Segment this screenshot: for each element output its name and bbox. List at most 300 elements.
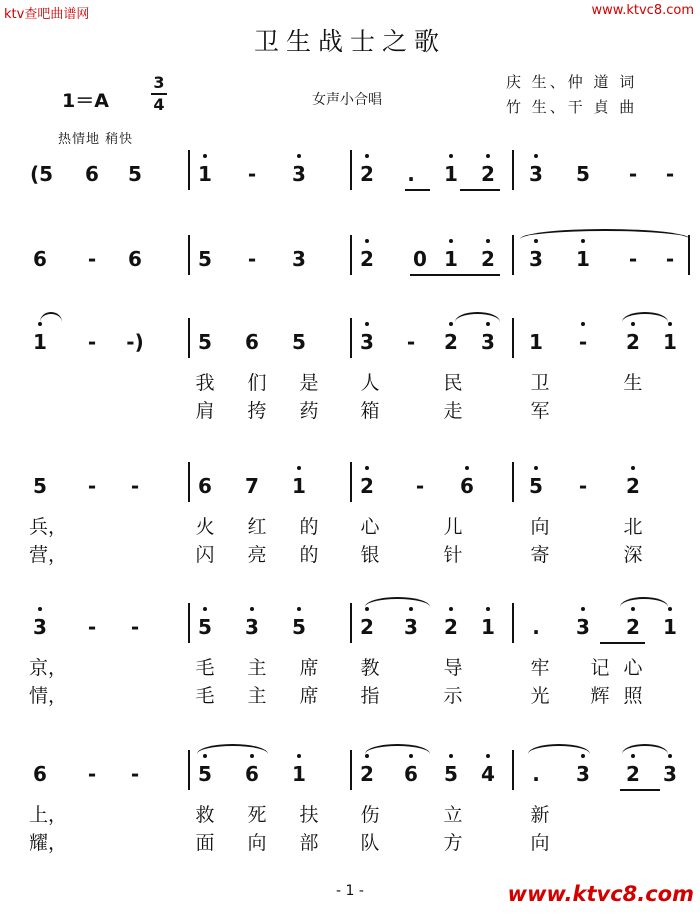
bar-line <box>350 150 352 190</box>
octave-dot <box>631 754 635 758</box>
bar-line <box>350 462 352 502</box>
octave-dot <box>534 466 538 470</box>
lyric-verse-2: 军 <box>530 400 550 422</box>
lyric-verse-1: 民 <box>443 372 463 394</box>
note <box>82 615 102 639</box>
composer-credit: 竹 生、干 貞 曲 <box>506 98 638 116</box>
octave-dot <box>486 322 490 326</box>
note <box>357 330 377 354</box>
note <box>125 162 145 186</box>
lyric-verse-2: 光 <box>530 685 550 707</box>
note <box>573 762 593 786</box>
octave-dot <box>668 607 672 611</box>
octave-dot <box>581 239 585 243</box>
bar-line <box>512 318 514 358</box>
note <box>242 162 262 186</box>
note-text: 2 <box>481 247 495 271</box>
lyric-verse-1: 上， <box>29 804 68 826</box>
lyric-verse-1: 生 <box>623 372 643 394</box>
note-text: 2 <box>626 615 640 639</box>
lyric-verse-1: 兵， <box>29 516 68 538</box>
lyric-verse-1: 我 <box>195 372 215 394</box>
note-text: 1 <box>292 762 306 786</box>
eighth-beam <box>405 189 430 191</box>
note <box>441 162 461 186</box>
octave-dot <box>203 154 207 158</box>
note-text: - <box>415 474 425 498</box>
note-text: - <box>628 247 638 271</box>
note-text: - <box>406 330 416 354</box>
note-text: - <box>87 615 97 639</box>
note <box>441 762 461 786</box>
lyric-verse-1: 死 <box>247 804 267 826</box>
note <box>242 247 262 271</box>
octave-dot <box>486 154 490 158</box>
note-text: 6 <box>128 247 142 271</box>
note <box>441 330 461 354</box>
tempo-marking: 热情地 稍快 <box>58 132 134 147</box>
lyric-verse-1: 心 <box>360 516 380 538</box>
site-name-top: ktv查吧曲谱网 <box>4 7 90 22</box>
lyric-verse-2: 队 <box>360 832 380 854</box>
note-text: 7 <box>245 474 259 498</box>
note <box>242 330 262 354</box>
octave-dot <box>631 322 635 326</box>
lyric-verse-2: 向 <box>530 832 550 854</box>
note-text: - <box>578 474 588 498</box>
slur-mark <box>197 744 268 754</box>
lyric-verse-1: 火 <box>195 516 215 538</box>
note-text: 5 <box>444 762 458 786</box>
octave-dot <box>297 466 301 470</box>
note-text: . <box>532 762 540 786</box>
note <box>82 247 102 271</box>
note <box>660 162 680 186</box>
bar-line <box>350 750 352 790</box>
eighth-beam <box>460 189 500 191</box>
note <box>125 762 145 786</box>
lyric-verse-2: 银 <box>360 544 380 566</box>
lyric-verse-1: 向 <box>530 516 550 538</box>
performance-type: 女声小合唱 <box>312 92 382 108</box>
octave-dot <box>365 154 369 158</box>
note-text: 3 <box>292 247 306 271</box>
note <box>289 615 309 639</box>
note-text: 5 <box>198 615 212 639</box>
note-text: 2 <box>360 247 374 271</box>
note-text: 5 <box>292 330 306 354</box>
octave-dot <box>297 154 301 158</box>
note-text: 6 <box>85 162 99 186</box>
lyric-verse-2: 席 <box>299 685 319 707</box>
note <box>478 247 498 271</box>
note <box>573 615 593 639</box>
lyric-verse-2: 面 <box>195 832 215 854</box>
note-text: 3 <box>576 762 590 786</box>
lyric-verse-2: 闪 <box>195 544 215 566</box>
note <box>30 615 50 639</box>
note-text: 2 <box>360 474 374 498</box>
note-text: 1 <box>481 615 495 639</box>
octave-dot <box>297 754 301 758</box>
note <box>401 762 421 786</box>
note-text: 6 <box>198 474 212 498</box>
note-text: 6 <box>245 330 259 354</box>
note-text: 6 <box>33 247 47 271</box>
lyric-verse-1: 记 <box>590 657 610 679</box>
note <box>441 247 461 271</box>
bar-line <box>512 750 514 790</box>
note-text: 3 <box>360 330 374 354</box>
note-text: 3 <box>481 330 495 354</box>
slur-mark <box>520 229 690 239</box>
note <box>289 162 309 186</box>
note-text: 6 <box>33 762 47 786</box>
octave-dot <box>365 754 369 758</box>
note <box>195 762 215 786</box>
note-text: 1 <box>663 330 677 354</box>
octave-dot <box>486 607 490 611</box>
lyric-verse-1: 扶 <box>299 804 319 826</box>
lyric-verse-1: 卫 <box>530 372 550 394</box>
time-signature-top: 3 <box>153 73 165 92</box>
slur-mark <box>622 744 668 754</box>
note <box>660 762 680 786</box>
note <box>242 615 262 639</box>
note <box>401 162 421 186</box>
note <box>30 330 50 354</box>
slur-mark <box>40 312 62 322</box>
note <box>660 330 680 354</box>
note <box>242 762 262 786</box>
lyric-verse-1: 导 <box>443 657 463 679</box>
note <box>195 474 215 498</box>
note-text: 0 <box>413 247 427 271</box>
lyric-verse-2: 亮 <box>247 544 267 566</box>
note <box>623 762 643 786</box>
note-text: 3 <box>663 762 677 786</box>
note <box>125 247 145 271</box>
note-text: - <box>87 474 97 498</box>
lyric-verse-2: 耀， <box>29 832 68 854</box>
lyric-verse-1: 伤 <box>360 804 380 826</box>
note-text: 2 <box>444 330 458 354</box>
note-text: 4 <box>481 762 495 786</box>
note <box>623 330 643 354</box>
note <box>478 162 498 186</box>
lyric-verse-1: 主 <box>247 657 267 679</box>
bar-line <box>512 235 514 275</box>
note <box>242 474 262 498</box>
slur-mark <box>365 597 430 607</box>
lyric-verse-2: 寄 <box>530 544 550 566</box>
octave-dot <box>297 607 301 611</box>
note-text: - <box>130 762 140 786</box>
bar-line <box>188 750 190 790</box>
note <box>82 474 102 498</box>
note-text: 3 <box>292 162 306 186</box>
lyric-verse-2: 毛 <box>195 685 215 707</box>
note-text: - <box>87 247 97 271</box>
note-text: 2 <box>360 762 374 786</box>
note-text: 2 <box>360 615 374 639</box>
note-text: - <box>247 247 257 271</box>
note-text: - <box>87 762 97 786</box>
note <box>30 762 50 786</box>
note <box>623 162 643 186</box>
lyric-verse-2: 挎 <box>247 400 267 422</box>
note <box>82 762 102 786</box>
lyric-verse-1: 席 <box>299 657 319 679</box>
note-text: - <box>130 474 140 498</box>
note <box>573 330 593 354</box>
note-text: 2 <box>626 762 640 786</box>
note <box>125 330 145 354</box>
octave-dot <box>250 754 254 758</box>
note <box>410 474 430 498</box>
note-text: 2 <box>481 162 495 186</box>
note <box>30 247 50 271</box>
note <box>478 615 498 639</box>
bar-line <box>350 318 352 358</box>
lyric-verse-1: 儿 <box>443 516 463 538</box>
slur-mark <box>365 744 430 754</box>
lyric-verse-1: 救 <box>195 804 215 826</box>
lyric-verse-2: 箱 <box>360 400 380 422</box>
octave-dot <box>486 754 490 758</box>
bar-line <box>512 462 514 502</box>
octave-dot <box>449 239 453 243</box>
note-text: 2 <box>626 330 640 354</box>
note <box>289 762 309 786</box>
note <box>357 474 377 498</box>
octave-dot <box>581 607 585 611</box>
octave-dot <box>534 239 538 243</box>
note-text: 5 <box>33 474 47 498</box>
slur-mark <box>528 744 590 754</box>
note <box>660 615 680 639</box>
note <box>478 762 498 786</box>
note <box>526 762 546 786</box>
note <box>410 247 430 271</box>
watermark-logo: www.ktvc8.com <box>507 882 694 906</box>
octave-dot <box>38 322 42 326</box>
note-text: 1 <box>444 247 458 271</box>
note <box>125 474 145 498</box>
note-text: 2 <box>360 162 374 186</box>
time-signature-bottom: 4 <box>153 95 165 114</box>
note <box>125 615 145 639</box>
octave-dot <box>668 754 672 758</box>
note-text: 1 <box>292 474 306 498</box>
note <box>195 615 215 639</box>
slur-mark <box>620 597 668 607</box>
lyric-verse-2: 药 <box>299 400 319 422</box>
note <box>660 247 680 271</box>
note-text: 3 <box>404 615 418 639</box>
octave-dot <box>581 322 585 326</box>
note-text: - <box>87 330 97 354</box>
site-url-top: www.ktvc8.com <box>591 3 694 18</box>
note <box>526 474 546 498</box>
note <box>30 474 50 498</box>
eighth-beam <box>600 642 645 644</box>
note <box>30 162 54 186</box>
note <box>401 615 421 639</box>
note <box>82 330 102 354</box>
octave-dot <box>449 322 453 326</box>
lyric-verse-1: 教 <box>360 657 380 679</box>
octave-dot <box>668 322 672 326</box>
bar-line <box>512 150 514 190</box>
lyric-verse-2: 照 <box>623 685 643 707</box>
bar-line <box>188 462 190 502</box>
note-text: 2 <box>444 615 458 639</box>
octave-dot <box>365 239 369 243</box>
note <box>526 615 546 639</box>
lyric-verse-2: 针 <box>443 544 463 566</box>
note-text: 1 <box>198 162 212 186</box>
note-text: 3 <box>529 247 543 271</box>
octave-dot <box>534 154 538 158</box>
lyric-verse-1: 人 <box>360 372 380 394</box>
note <box>289 330 309 354</box>
lyric-verse-1: 心 <box>623 657 643 679</box>
note-text: - <box>628 162 638 186</box>
lyric-verse-2: 主 <box>247 685 267 707</box>
note <box>357 615 377 639</box>
octave-dot <box>449 607 453 611</box>
note-text: (5 <box>30 162 54 186</box>
note-text: 6 <box>245 762 259 786</box>
page-number: - 1 - <box>336 883 364 899</box>
lyric-verse-1: 的 <box>299 516 319 538</box>
octave-dot <box>250 607 254 611</box>
note-text: 3 <box>33 615 47 639</box>
octave-dot <box>365 466 369 470</box>
lyric-verse-2: 方 <box>443 832 463 854</box>
lyricist-credit: 庆 生、仲 道 词 <box>506 73 638 91</box>
note <box>457 474 477 498</box>
octave-dot <box>365 607 369 611</box>
octave-dot <box>365 322 369 326</box>
lyric-verse-2: 示 <box>443 685 463 707</box>
note-text: . <box>407 162 415 186</box>
eighth-beam <box>620 789 660 791</box>
lyric-verse-2: 肩 <box>195 400 215 422</box>
lyric-verse-2: 指 <box>360 685 380 707</box>
lyric-verse-1: 新 <box>530 804 550 826</box>
note <box>526 162 546 186</box>
octave-dot <box>581 754 585 758</box>
note <box>478 330 498 354</box>
note-text: - <box>665 247 675 271</box>
note-text: - <box>665 162 675 186</box>
note-text: 3 <box>245 615 259 639</box>
octave-dot <box>631 607 635 611</box>
lyric-verse-1: 牢 <box>530 657 550 679</box>
note-text: 6 <box>460 474 474 498</box>
bar-line <box>350 603 352 643</box>
note-text: 5 <box>198 330 212 354</box>
octave-dot <box>449 754 453 758</box>
lyric-verse-1: 红 <box>247 516 267 538</box>
note <box>573 247 593 271</box>
note <box>573 162 593 186</box>
bar-line <box>350 235 352 275</box>
note-text: . <box>532 615 540 639</box>
note-text: 1 <box>33 330 47 354</box>
bar-line <box>688 235 690 275</box>
time-signature <box>150 74 168 114</box>
note <box>573 474 593 498</box>
note-text: 1 <box>529 330 543 354</box>
key-signature: 1＝A <box>62 90 109 112</box>
slur-mark <box>622 312 668 322</box>
lyric-verse-1: 毛 <box>195 657 215 679</box>
bar-line <box>188 235 190 275</box>
bar-line <box>188 150 190 190</box>
note-text: - <box>130 615 140 639</box>
note-text: -) <box>126 330 144 354</box>
note-text: 6 <box>404 762 418 786</box>
lyric-verse-1: 立 <box>443 804 463 826</box>
note <box>623 474 643 498</box>
slur-mark <box>455 312 500 322</box>
note-text: 2 <box>626 474 640 498</box>
lyric-verse-1: 是 <box>299 372 319 394</box>
note <box>82 162 102 186</box>
octave-dot <box>203 754 207 758</box>
octave-dot <box>409 607 413 611</box>
bar-line <box>188 603 190 643</box>
octave-dot <box>465 466 469 470</box>
note <box>526 247 546 271</box>
song-title: 卫生战士之歌 <box>253 27 446 56</box>
lyric-verse-2: 部 <box>299 832 319 854</box>
octave-dot <box>486 239 490 243</box>
lyric-verse-1: 京， <box>29 657 68 679</box>
note <box>441 615 461 639</box>
note <box>195 162 215 186</box>
lyric-verse-2: 深 <box>623 544 643 566</box>
lyric-verse-2: 辉 <box>590 685 610 707</box>
note-text: 3 <box>529 162 543 186</box>
octave-dot <box>449 154 453 158</box>
lyric-verse-2: 情， <box>29 685 68 707</box>
note-text: 1 <box>576 247 590 271</box>
note-text: 5 <box>198 762 212 786</box>
note-text: 1 <box>444 162 458 186</box>
note-text: - <box>578 330 588 354</box>
note-text: 5 <box>576 162 590 186</box>
note <box>289 247 309 271</box>
note <box>401 330 421 354</box>
lyric-verse-2: 营， <box>29 544 68 566</box>
bar-line <box>188 318 190 358</box>
bar-line <box>512 603 514 643</box>
note-text: 1 <box>663 615 677 639</box>
note-text: - <box>247 162 257 186</box>
octave-dot <box>203 607 207 611</box>
lyric-verse-1: 北 <box>623 516 643 538</box>
octave-dot <box>38 607 42 611</box>
note-text: 3 <box>576 615 590 639</box>
note-text: 5 <box>198 247 212 271</box>
lyric-verse-2: 向 <box>247 832 267 854</box>
note <box>195 247 215 271</box>
note <box>526 330 546 354</box>
